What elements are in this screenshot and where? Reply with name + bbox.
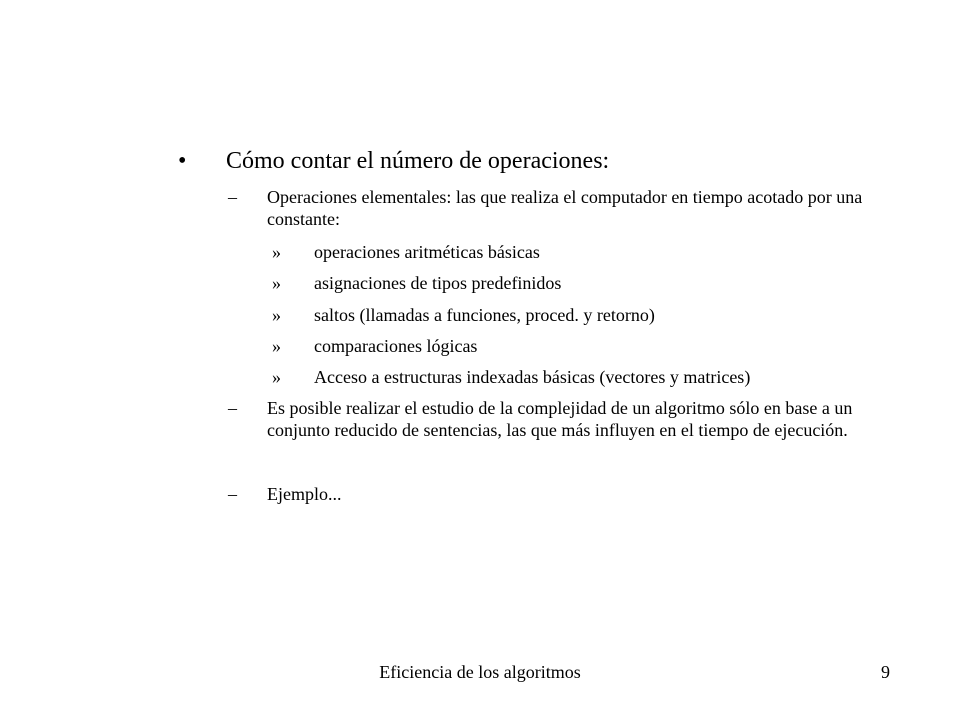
page-number: 9 xyxy=(881,662,890,682)
raquo-marker: » xyxy=(272,336,281,356)
main-bullet-text: Cómo contar el número de operaciones: xyxy=(226,148,610,174)
raquo-marker: » xyxy=(272,242,281,262)
subitem-text: saltos (llamadas a funciones, proced. y retorno) xyxy=(314,305,655,325)
item-text: Es posible realizar el estudio de la complejidad de un algoritmo sólo en base a un conjunto reducido de sentencias, las que más influyen en el tiempo de ejecución. xyxy=(267,398,853,440)
raquo-marker: » xyxy=(272,305,281,325)
subitem-text: operaciones aritméticas básicas xyxy=(314,242,540,262)
item-text: Ejemplo... xyxy=(267,484,342,504)
dash-marker: – xyxy=(228,484,237,504)
dash-marker: – xyxy=(228,187,237,207)
bullet-marker: • xyxy=(178,148,187,174)
subitem-text: asignaciones de tipos predefinidos xyxy=(314,273,562,293)
footer-title: Eficiencia de los algoritmos xyxy=(379,662,581,682)
dash-marker: – xyxy=(228,398,237,418)
subitem-text: Acceso a estructuras indexadas básicas (vectores y matrices) xyxy=(314,367,751,387)
raquo-marker: » xyxy=(272,367,281,387)
item-text: Operaciones elementales: las que realiza el computador en tiempo acotado por una constante: xyxy=(267,187,863,229)
subitem-text: comparaciones lógicas xyxy=(314,336,478,356)
raquo-marker: » xyxy=(272,273,281,293)
